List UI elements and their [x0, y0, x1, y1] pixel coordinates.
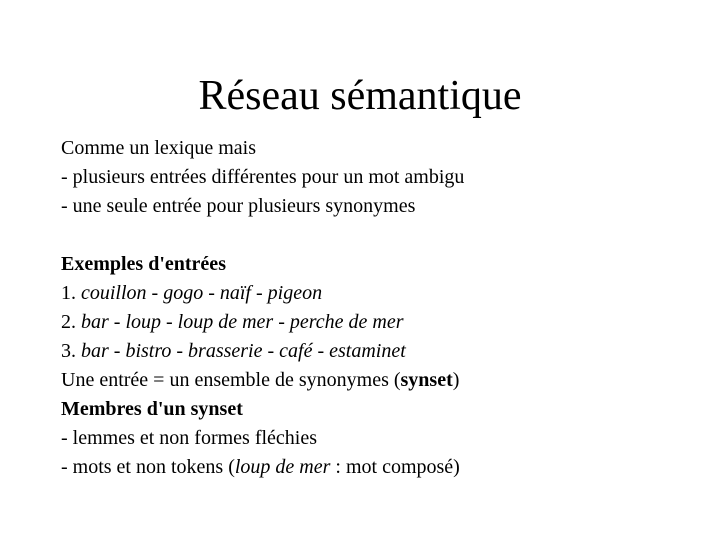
- example-synonyms: bar - loup - loup de mer - perche de mer: [81, 311, 404, 333]
- slide-title: Réseau sémantique: [198, 73, 522, 119]
- synset-definition-pre: Une entrée = un ensemble de synonymes (: [61, 369, 401, 391]
- compound-word-example: loup de mer: [234, 456, 331, 478]
- members-line-2: [61, 453, 701, 482]
- example-synonyms: couillon - gogo - naïf - pigeon: [81, 282, 323, 304]
- synset-term: synset: [400, 369, 453, 391]
- intro-line-3: - une seule entrée pour plusieurs synonymes: [61, 195, 416, 217]
- slide-body: [61, 134, 701, 482]
- members-line-2-pre: - mots et non tokens (: [61, 456, 235, 478]
- example-item: [61, 308, 701, 337]
- example-number: 1.: [61, 282, 81, 304]
- members-line-2-post: : mot composé): [330, 456, 460, 478]
- example-synonyms: bar - bistro - brasserie - café - estaminet: [81, 340, 406, 362]
- synset-definition-post: ): [452, 369, 460, 391]
- synset-definition: [61, 366, 701, 395]
- examples-heading: Exemples d'entrées: [61, 253, 226, 275]
- members-line-1: - lemmes et non formes fléchies: [61, 427, 318, 449]
- example-number: 3.: [61, 340, 81, 362]
- members-heading: Membres d'un synset: [61, 398, 243, 420]
- spacer: [61, 221, 701, 250]
- example-item: [61, 337, 701, 366]
- example-number: 2.: [61, 311, 81, 333]
- intro-line-2: - plusieurs entrées différentes pour un mot ambigu: [61, 166, 465, 188]
- example-item: [61, 279, 701, 308]
- intro-line-1: Comme un lexique mais: [61, 137, 256, 159]
